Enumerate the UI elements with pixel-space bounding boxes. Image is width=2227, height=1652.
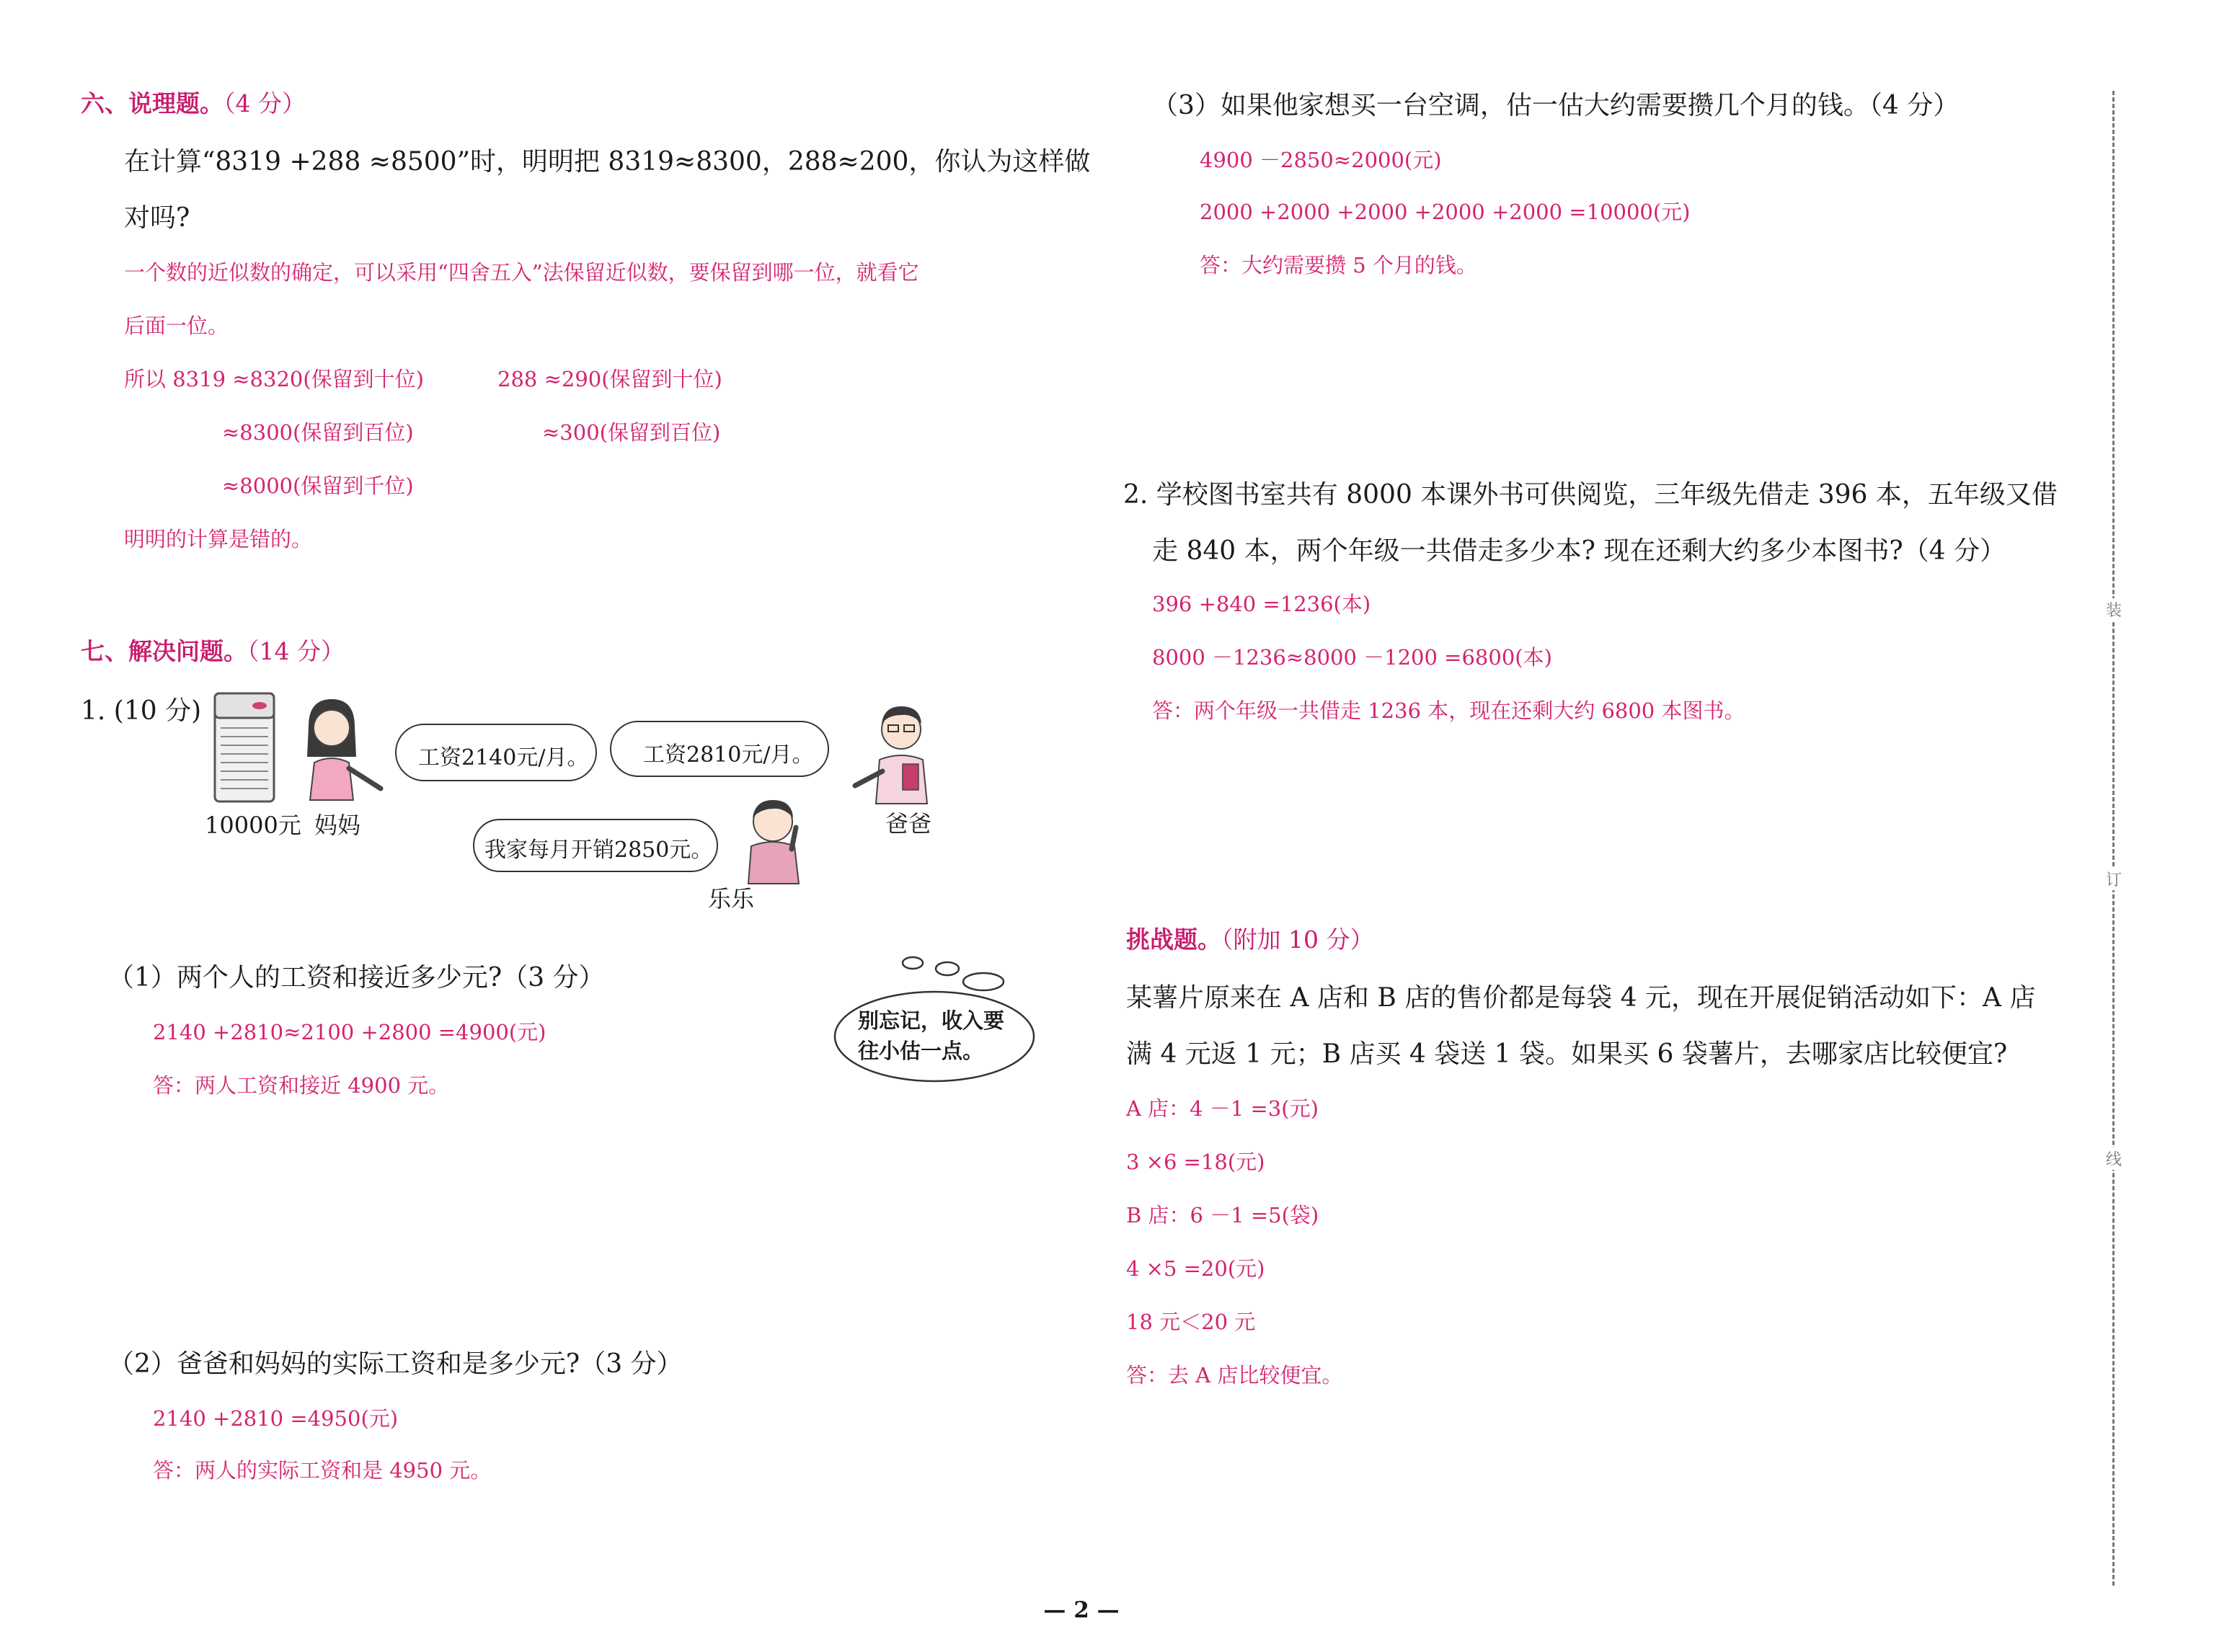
air-conditioner-icon [215,693,274,801]
sub1-answer-line: 答：两人工资和接近 4900 元。 [153,1073,450,1098]
lele-figure-icon [748,800,799,884]
section6-answer-line: ≈8000(保留到千位) [222,474,414,498]
section7-points: （14 分） [247,637,345,665]
section6-answer-line: 后面一位。 [124,314,229,338]
challenge-answer-line: 答：去 A 店比较便宜。 [1126,1363,1343,1387]
binding-dashed-line [2112,91,2115,1586]
q2-answer-line: 396 +840 =1236(本) [1152,592,1371,616]
mom-figure-icon [307,699,381,800]
page-number: — 2 — [1043,1597,1120,1623]
challenge-answer-line: 3 ×6 =18(元) [1126,1150,1265,1174]
question2-line1: 2. 学校图书室共有 8000 本课外书可供阅览，三年级先借走 396 本，五年级又借 [1123,480,2058,510]
dad-figure-icon [855,706,927,804]
sub-question-1: （1）两个人的工资和接近多少元?（3 分） [108,963,605,992]
sub3-answer-line: 4900 －2850≈2000(元) [1200,148,1442,172]
mom-speech-text: 工资2140元/月。 [418,745,589,771]
question1-illustration [202,685,966,915]
section6-title [81,85,306,119]
challenge-answer-line: 4 ×5 =20(元) [1126,1256,1265,1281]
lele-speech-text: 我家每月开销2850元。 [484,838,713,863]
challenge-title [1126,921,1373,955]
dad-speech-text: 工资2810元/月。 [643,742,814,768]
section6-answer-line: 288 ≈290(保留到十位) [497,367,722,391]
binding-mark: 装 [2099,598,2128,621]
section7-title [81,633,345,667]
section6-question-line2: 对吗? [124,203,190,233]
q2-answer-line: 答：两个年级一共借走 1236 本，现在还剩大约 6800 本图书。 [1152,698,1745,723]
challenge-question-line1: 某薯片原来在 A 店和 B 店的售价都是每袋 4 元，现在开展促销活动如下：A 店 [1126,983,2036,1013]
thought-text-line2: 往小估一点。 [858,1039,984,1063]
sub2-answer-line: 2140 +2810 =4950(元) [153,1406,399,1431]
challenge-question-line2: 满 4 元返 1 元；B 店买 4 袋送 1 袋。如果买 6 袋薯片，去哪家店比较便宜? [1126,1039,2008,1069]
q2-answer-line: 8000 －1236≈8000 －1200 =6800(本) [1152,645,1552,670]
question2-line2: 走 840 本，两个年级一共借走多少本? 现在还剩大约多少本图书?（4 分） [1152,536,2006,566]
question1-label: 1. (10 分) [81,696,202,726]
section6-answer-line: 所以 8319 ≈8320(保留到十位) [124,367,424,391]
sub2-answer-line: 答：两人的实际工资和是 4950 元。 [153,1458,492,1483]
section6-answer-line: 一个数的近似数的确定，可以采用“四舍五入”法保留近似数，要保留到哪一位，就看它 [124,260,919,285]
sub3-answer-line: 答：大约需要攒 5 个月的钱。 [1200,253,1477,277]
section6-question-line1: 在计算“8319 +288 ≈8500”时，明明把 8319≈8300，288≈200，你认为这样做 [124,147,1091,177]
challenge-answer-line: 18 元＜20 元 [1126,1310,1256,1334]
sub-question-3: （3）如果他家想买一台空调，估一估大约需要攒几个月的钱。（4 分） [1152,91,1960,120]
binding-mark: 线 [2099,1147,2128,1170]
challenge-answer-line: B 店：6 －1 =5(袋) [1126,1203,1319,1227]
section6-answer-line: ≈8300(保留到百位) [222,420,414,445]
lele-speech-bubble [473,819,718,872]
section6-points: （4 分） [223,89,306,117]
sub3-answer-line: 2000 +2000 +2000 +2000 +2000 =10000(元) [1200,200,1691,224]
dad-label: 爸爸 [885,810,932,838]
section6-title-text: 六、说理题。 [81,89,223,117]
sub1-answer-line: 2140 +2810≈2100 +2800 =4900(元) [153,1020,546,1044]
dad-speech-bubble [610,721,829,777]
binding-mark: 订 [2099,868,2128,890]
challenge-answer-line: A 店：4 －1 =3(元) [1126,1096,1319,1121]
section6-answer-line: 明明的计算是错的。 [124,527,313,551]
mom-label: 妈妈 [314,812,361,839]
thought-text-line1: 别忘记，收入要 [858,1008,1005,1033]
air-conditioner-price: 10000元 [205,812,301,839]
challenge-title-text: 挑战题。 [1126,925,1221,954]
section7-title-text: 七、解决问题。 [81,637,247,665]
sub-question-2: （2）爸爸和妈妈的实际工资和是多少元?（3 分） [108,1349,683,1379]
challenge-points: （附加 10 分） [1221,925,1374,954]
section6-answer-line: ≈300(保留到百位) [542,420,721,445]
mom-speech-bubble [395,724,597,781]
lele-label: 乐乐 [708,885,755,912]
